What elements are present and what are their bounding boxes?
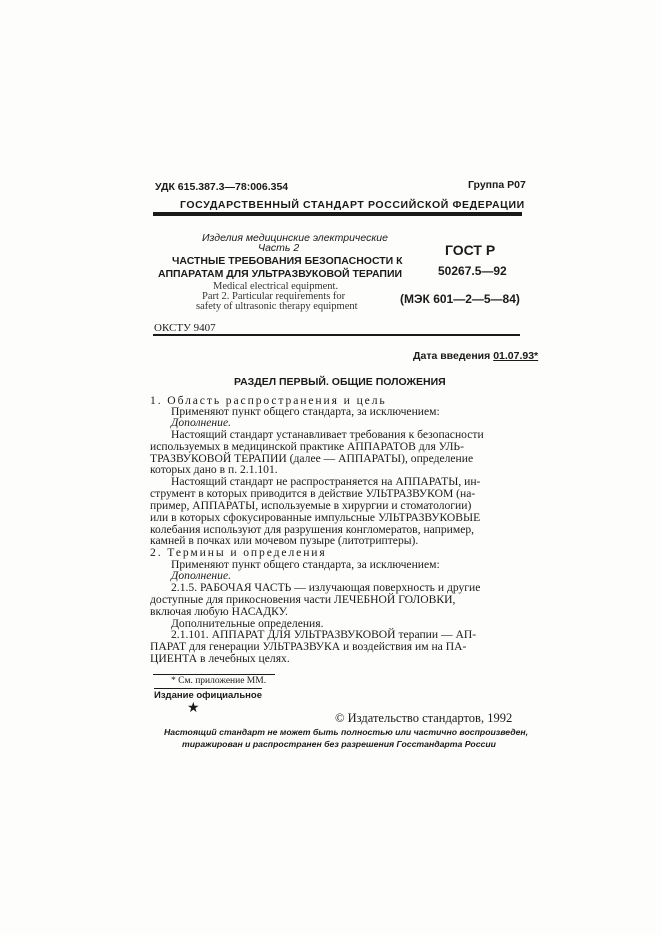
group-code: Группа Р07 — [468, 179, 526, 191]
title-line-2: Часть 2 — [258, 242, 300, 254]
footnote: * См. приложение ММ. — [171, 676, 267, 686]
okstu-code: ОКСТУ 9407 — [154, 322, 216, 334]
body-line: ПАРАТ для генерации УЛЬТРАЗВУКА и воздействия им на ПА- — [150, 640, 467, 653]
body-line: доступные для прикосновения части ЛЕЧЕБНОЙ ГОЛОВКИ, — [150, 593, 456, 606]
star-icon: ★ — [187, 701, 200, 716]
body-line: или в которых сфокусированные импульсные УЛЬТРАЗВУКОВЫЕ — [150, 511, 481, 524]
body-line: Применяют пункт общего стандарта, за исключением: — [171, 405, 440, 418]
copyright-notice-1: Настоящий стандарт не может быть полностью или частично воспроизведен, — [164, 727, 529, 737]
udk-code: УДК 615.387.3—78:006.354 — [155, 181, 289, 193]
okstu-rule — [153, 334, 520, 336]
body-line: струмент в которых приводится в действие УЛЬТРАЗВУКОМ (на- — [150, 487, 476, 500]
title-en-2: Part 2. Particular requirements for — [202, 291, 346, 302]
footnote-rule — [153, 674, 275, 675]
title-line-3: ЧАСТНЫЕ ТРЕБОВАНИЯ БЕЗОПАСНОСТИ К — [172, 255, 403, 267]
body-line: Применяют пункт общего стандарта, за исключением: — [171, 558, 440, 571]
body-line: Дополнительные определения. — [171, 617, 324, 630]
body-line: камней в почках или мочевом пузыре (литотриптеры). — [150, 534, 419, 547]
title-line-4: АППАРАТАМ ДЛЯ УЛЬТРАЗВУКОВОЙ ТЕРАПИИ — [158, 268, 403, 280]
section-title: РАЗДЕЛ ПЕРВЫЙ. ОБЩИЕ ПОЛОЖЕНИЯ — [234, 376, 446, 388]
body-line: включая любую НАСАДКУ. — [150, 605, 288, 618]
body-line: которых дано в п. 2.1.101. — [150, 463, 278, 476]
header-rule — [153, 212, 522, 216]
heading-scope: 1. Область распространения и цель — [150, 394, 387, 407]
intro-date-value: 01.07.93* — [493, 350, 539, 362]
body-line: колебания используют для разрушения конгломератов, например, — [150, 523, 475, 536]
body-line: используемых в медицинской практике АППАРАТОВ для УЛЬ- — [150, 440, 464, 453]
intro-date-label: Дата введения — [413, 350, 491, 362]
body-line: ТРАЗВУКОВОЙ ТЕРАПИИ (далее — АППАРАТЫ), определение — [150, 452, 474, 465]
gost-label: ГОСТ Р — [445, 242, 496, 258]
gost-number: 50267.5—92 — [438, 264, 507, 278]
body-line: Настоящий стандарт не распространяется на АППАРАТЫ, ин- — [171, 475, 481, 488]
title-line-1: Изделия медицинские электрические — [202, 232, 388, 244]
body-line: пример, АППАРАТЫ, используемые в хирургии и стоматологии) — [150, 499, 472, 512]
body-line: Настоящий стандарт устанавливает требования к безопасности — [171, 428, 484, 441]
body-line: ЦИЕНТА в лечебных целях. — [150, 652, 290, 665]
body-line: 2.1.101. АППАРАТ ДЛЯ УЛЬТРАЗВУКОВОЙ терапии — АП- — [171, 628, 477, 641]
title-en-3: safety of ultrasonic therapy equipment — [196, 301, 358, 312]
body-line: Дополнение. — [171, 416, 232, 429]
standard-title: ГОСУДАРСТВЕННЫЙ СТАНДАРТ РОССИЙСКОЙ ФЕДЕРАЦИИ — [180, 199, 525, 211]
edition-label: Издание официальное — [154, 690, 262, 701]
intro-date — [413, 350, 538, 362]
heading-terms: 2. Термины и определения — [150, 546, 327, 559]
body-line: Дополнение. — [171, 569, 232, 582]
iec-reference: (МЭК 601—2—5—84) — [400, 292, 520, 306]
copyright: © Издательство стандартов, 1992 — [335, 711, 513, 725]
body-line: 2.1.5. РАБОЧАЯ ЧАСТЬ — излучающая поверхность и другие — [171, 581, 481, 594]
title-en-1: Medical electrical equipment. — [213, 281, 339, 292]
copyright-notice-2: тиражирован и распространен без разрешения Госстандарта России — [182, 739, 496, 749]
